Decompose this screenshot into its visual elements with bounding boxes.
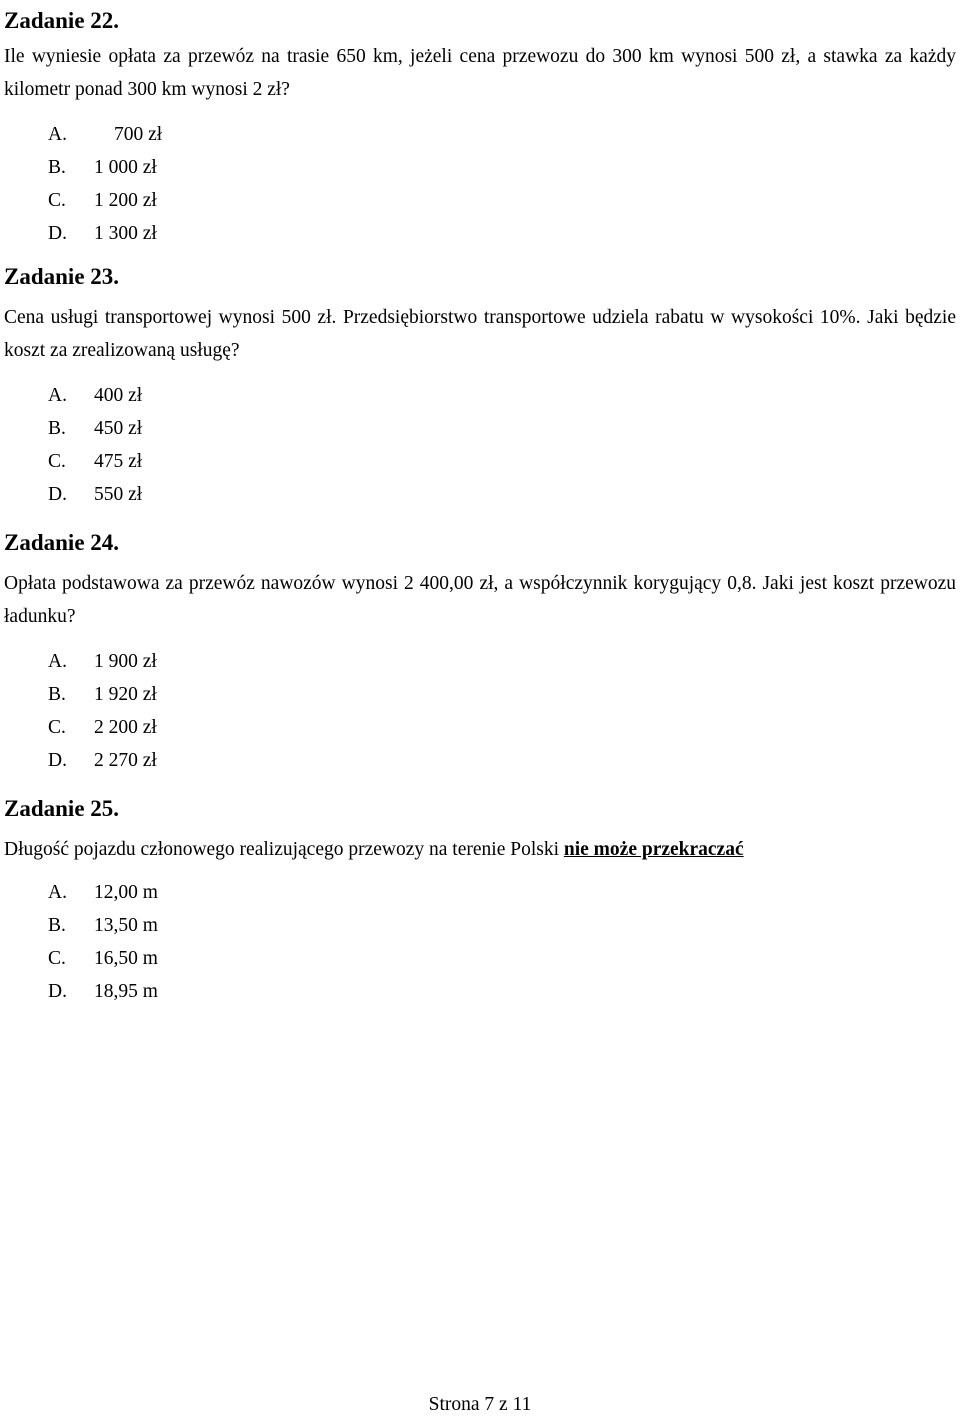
- option-letter: A.: [48, 651, 67, 672]
- option-letter: C.: [48, 948, 66, 969]
- option-letter: D.: [48, 484, 67, 505]
- task-question-text: Długość pojazdu członowego realizującego przewozy na terenie Polski: [4, 839, 559, 860]
- option-letter: B.: [48, 157, 66, 178]
- option-value: 13,50 m: [94, 915, 158, 936]
- answer-option-c[interactable]: [4, 184, 956, 217]
- option-letter: C.: [48, 717, 66, 738]
- option-letter: A.: [48, 882, 67, 903]
- option-value: 18,95 m: [94, 981, 158, 1002]
- task-heading: Zadanie 24.: [4, 530, 120, 555]
- option-value: 700 zł: [114, 124, 163, 145]
- task-question: Cena usługi transportowej wynosi 500 zł. Przedsiębiorstwo transportowe udziela rabatu w wysokości 10%. Jaki będzie koszt za zrealizowaną usługę?: [4, 307, 956, 361]
- option-value: 1 000 zł: [94, 157, 157, 178]
- option-letter: B.: [48, 684, 66, 705]
- answer-option-a[interactable]: [4, 645, 956, 678]
- answer-options: [4, 379, 956, 511]
- option-letter: C.: [48, 190, 66, 211]
- answer-option-b[interactable]: [4, 909, 956, 942]
- option-letter: A.: [48, 124, 67, 145]
- task-22: [4, 6, 956, 250]
- option-letter: B.: [48, 915, 66, 936]
- option-value: 450 zł: [94, 418, 143, 439]
- answer-options: [4, 645, 956, 777]
- option-value: 16,50 m: [94, 948, 158, 969]
- option-letter: C.: [48, 451, 66, 472]
- answer-options: [4, 118, 956, 250]
- option-value: 2 270 zł: [94, 750, 157, 771]
- answer-option-b[interactable]: [4, 151, 956, 184]
- answer-option-c[interactable]: [4, 445, 956, 478]
- option-value: 1 900 zł: [94, 651, 157, 672]
- answer-option-b[interactable]: [4, 678, 956, 711]
- answer-options: [4, 876, 956, 1008]
- option-letter: D.: [48, 981, 67, 1002]
- task-25: [4, 794, 956, 1008]
- task-24: [4, 528, 956, 777]
- option-value: 2 200 zł: [94, 717, 157, 738]
- answer-option-c[interactable]: [4, 711, 956, 744]
- answer-option-c[interactable]: [4, 942, 956, 975]
- task-23: [4, 262, 956, 511]
- answer-option-d[interactable]: [4, 478, 956, 511]
- answer-option-a[interactable]: [4, 876, 956, 909]
- option-letter: D.: [48, 223, 67, 244]
- option-value: 12,00 m: [94, 882, 158, 903]
- option-value: 400 zł: [94, 385, 143, 406]
- option-value: 550 zł: [94, 484, 143, 505]
- option-value: 1 200 zł: [94, 190, 157, 211]
- task-heading: Zadanie 22.: [4, 8, 120, 33]
- answer-option-d[interactable]: [4, 217, 956, 250]
- option-value: 1 300 zł: [94, 223, 157, 244]
- task-question: Ile wyniesie opłata za przewóz na trasie 650 km, jeżeli cena przewozu do 300 km wynosi 500 zł, a stawka za każdy kilometr ponad 300 km wynosi 2 zł?: [4, 46, 956, 100]
- answer-option-d[interactable]: [4, 744, 956, 777]
- option-letter: D.: [48, 750, 67, 771]
- option-value: 1 920 zł: [94, 684, 157, 705]
- task-question-emphasis: nie może przekraczać: [563, 839, 744, 860]
- answer-option-a[interactable]: [4, 379, 956, 412]
- answer-option-b[interactable]: [4, 412, 956, 445]
- option-letter: A.: [48, 385, 67, 406]
- option-letter: B.: [48, 418, 66, 439]
- option-value: 475 zł: [94, 451, 143, 472]
- task-heading: Zadanie 25.: [4, 796, 120, 821]
- task-question: [4, 833, 956, 866]
- answer-option-a[interactable]: [4, 118, 956, 151]
- task-question: Opłata podstawowa za przewóz nawozów wynosi 2 400,00 zł, a współczynnik korygujący 0,8. Jaki jest koszt przewozu ładunku?: [4, 573, 956, 627]
- page-number: Strona 7 z 11: [428, 1394, 532, 1415]
- answer-option-d[interactable]: [4, 975, 956, 1008]
- task-heading: Zadanie 23.: [4, 264, 120, 289]
